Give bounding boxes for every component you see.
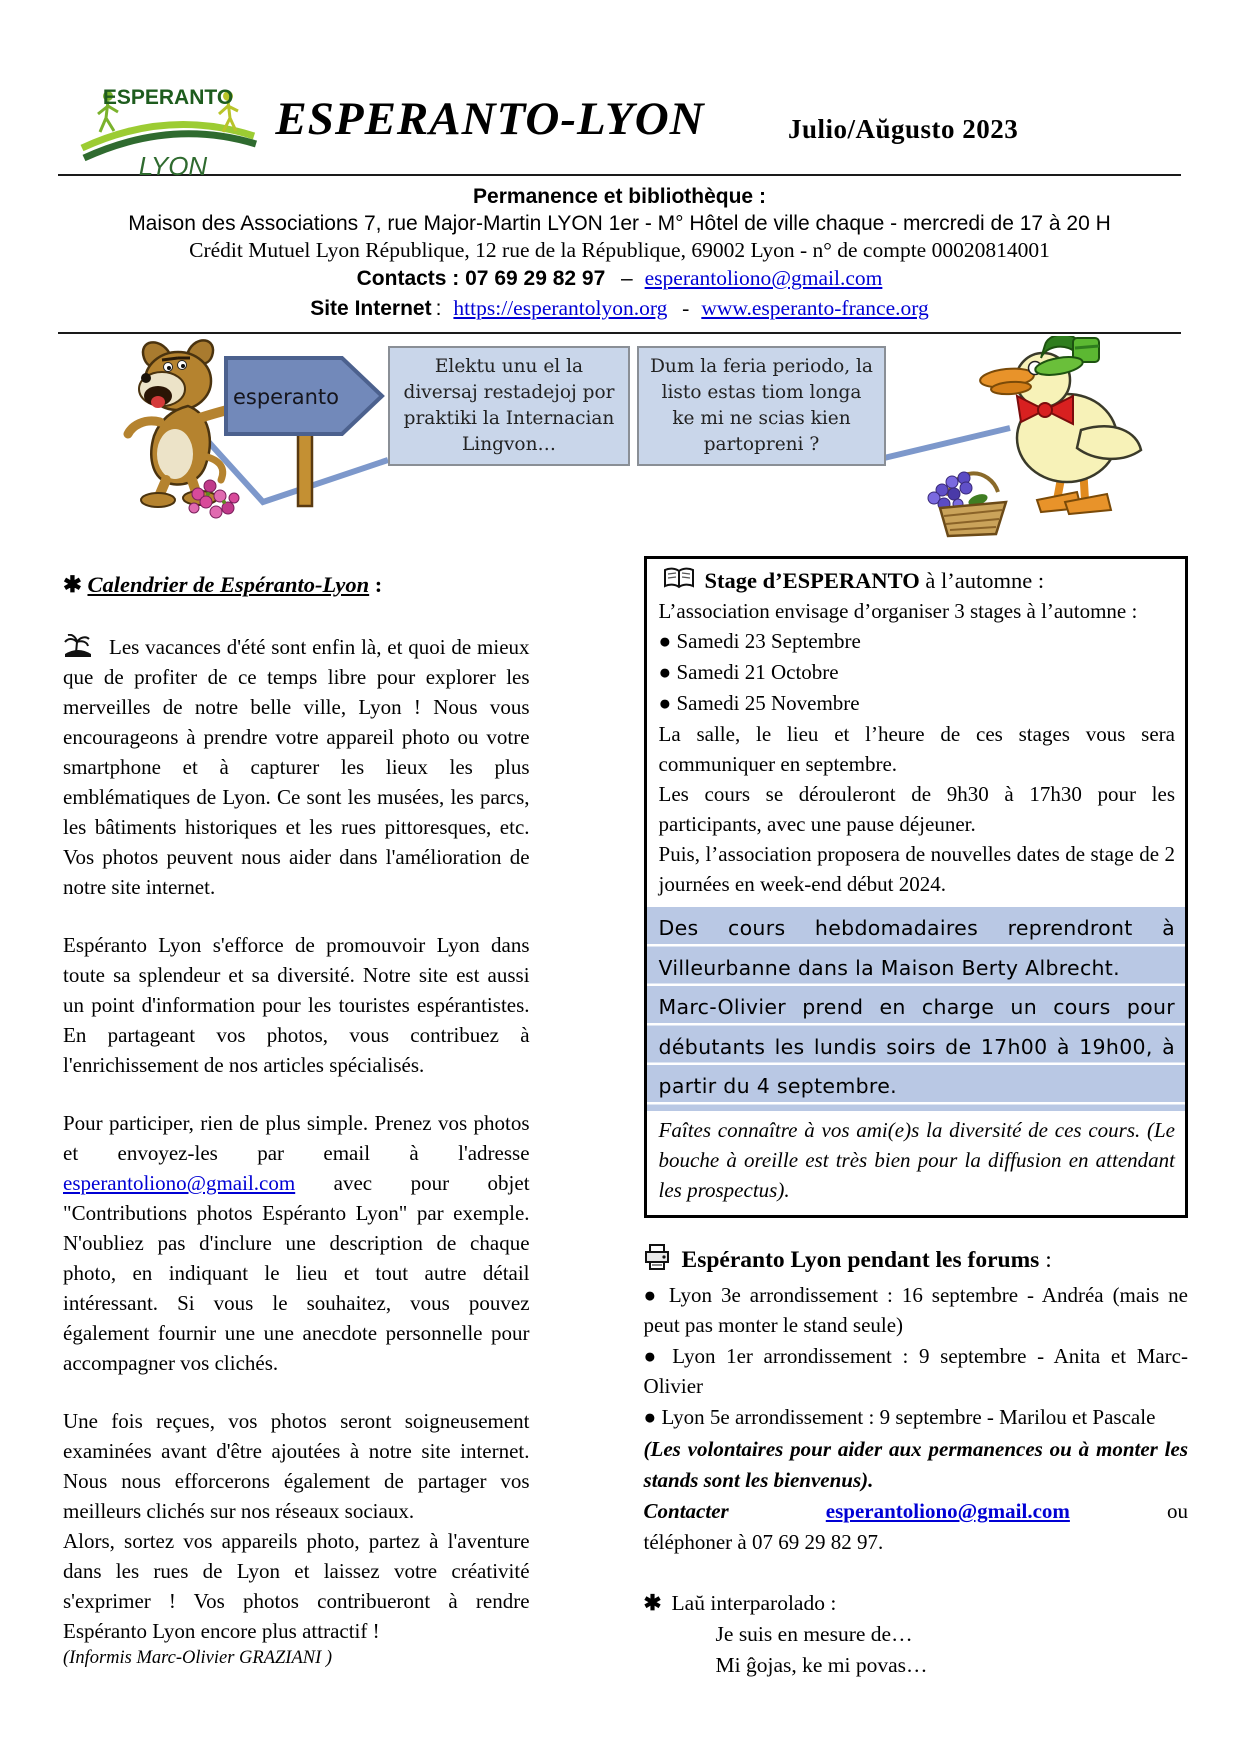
forum-item: ● Lyon 1er arrondissement : 9 septembre - Anita et Marc-Olivier — [643, 1343, 1188, 1398]
calendar-heading: ✱ Calendrier de Espéranto-Lyon : — [63, 572, 383, 597]
asterisk-icon: ✱ — [643, 1591, 662, 1615]
stage-date-item: ● Samedi 21 Octobre — [658, 660, 839, 684]
svg-text:ESPERANTO: ESPERANTO — [102, 86, 234, 109]
forums-section — [644, 1244, 1188, 1682]
contact-or: ou — [1167, 1499, 1188, 1523]
cartoon-band — [0, 334, 1239, 546]
issue-date: Julio/Aŭgusto 2023 — [788, 114, 1019, 144]
stage-date-item: ● Samedi 25 Novembre — [658, 691, 860, 715]
spacer — [633, 272, 641, 289]
left-column — [63, 556, 530, 1681]
page-title: ESPERANTO-LYON — [275, 93, 705, 145]
site-separator — [671, 296, 682, 320]
printer-icon — [644, 1244, 670, 1270]
open-book-icon — [663, 567, 695, 591]
paragraph-alors: Alors, sortez vos appareils photo, partez à l'aventure dans les rues de Lyon et laissez votre créativité s'exprimer ! Vos photos contribueront à rendre Espéranto Lyon encore plus attractif ! — [63, 1529, 530, 1643]
stage-note: Faîtes connaître à vos ami(e)s la diversité de ces cours. (Le bouche à oreille est très bien pour la diffusion en attendant les prospectus). — [658, 1117, 1175, 1202]
island-palm-icon — [63, 634, 93, 658]
info-address-line: Maison des Associations 7, rue Major-Martin LYON 1er - M° Hôtel de ville chaque - mercredi de 17 à 20 H — [128, 212, 1111, 235]
interparolado-section — [644, 1588, 1188, 1681]
paragraph-vacances: Les vacances d'été sont enfin là, et quoi de mieux que de profiter de ce temps libre pour explorer les merveilles de notre belle ville, Lyon ! Nous vous encourageons à prendre votre appareil photo ou votre smartphone et à capturer les lieux les plus emblématiques de Lyon. Ce sont les musées, les parcs, les bâtiments historiques et les rues pittoresques, etc. Vos photos peuvent nous aider dans l'amélioration de notre site internet. — [63, 635, 530, 899]
paragraph-recues: Une fois reçues, vos photos seront soigneusement examinées avant d'être ajoutées à notre site internet. Nous nous efforcerons également de partager vos meilleurs clichés sur nos réseaux sociaux. — [63, 1409, 530, 1523]
svg-text:LYON: LYON — [138, 151, 208, 181]
site-link-esperantolyon[interactable]: https://esperantolyon.org — [453, 296, 668, 320]
spacer — [441, 302, 449, 319]
site-link-esperanto-france[interactable]: www.esperanto-france.org — [701, 296, 929, 320]
header — [0, 0, 1239, 181]
contact-phone-line: téléphoner à 07 69 29 82 97. — [643, 1530, 884, 1554]
contact-label: Contacter — [643, 1499, 729, 1523]
info-block — [0, 176, 1239, 324]
contact-row — [644, 1496, 1188, 1527]
contacts-line — [0, 265, 1239, 294]
stage-paragraph-cours: Les cours se dérouleront de 9h30 à 17h30 pour les participants, avec une pause déjeuner. — [658, 782, 1175, 836]
right-column — [644, 556, 1188, 1681]
interparolado-heading: ✱ Laŭ interparolado : — [643, 1591, 837, 1615]
stage-date-item: ● Samedi 23 Septembre — [658, 629, 861, 653]
site-colon: : — [435, 297, 442, 320]
volunteers-note: (Les volontaires pour aider aux permanences ou à monter les stands sont les bienvenus). — [643, 1437, 1188, 1492]
site-line — [0, 295, 1239, 324]
contacts-label: Contacts : 07 69 29 82 97 — [356, 267, 606, 290]
forum-item: ● Lyon 3e arrondissement : 16 septembre - Andréa (mais ne peut pas monter le stand seule) — [643, 1282, 1188, 1337]
stage-paragraph-puis: Puis, l’association proposera de nouvelles dates de stage de 2 journées en week-end début 2024. — [658, 842, 1175, 896]
asterisk-icon: ✱ — [63, 572, 88, 597]
svg-text:esperanto: esperanto — [232, 385, 340, 409]
forum-item: ● Lyon 5e arrondissement : 9 septembre - Marilou et Pascale — [643, 1404, 1156, 1429]
stage-intro: L’association envisage d’organiser 3 stages à l’automne : — [658, 599, 1138, 623]
main-columns — [0, 546, 1239, 1681]
site-label: Site Internet — [310, 297, 432, 320]
cartoon-duck-image — [945, 336, 1180, 526]
forums-heading: Espéranto Lyon pendant les forums : — [644, 1244, 1188, 1274]
stage-box — [644, 556, 1188, 1218]
spacer — [689, 302, 697, 319]
interparolado-line: Mi ĝojas, ke mi povas… — [715, 1653, 928, 1677]
highlight-marc-olivier: Marc-Olivier prend en charge un cours pour débutants les lundis soirs de 17h00 à 19h00, à partir du 4 septembre. — [658, 995, 1175, 1098]
stage-heading: Stage d’ESPERANTO à l’automne : — [659, 567, 1175, 594]
highlight-villeurbanne: Des cours hebdomadaires reprendront à Villeurbanne dans la Maison Berty Albrecht. — [658, 916, 1175, 980]
info-bank-line: Crédit Mutuel Lyon République, 12 rue de la République, 69002 Lyon - n° de compte 00020814001 — [189, 238, 1050, 262]
dash: – — [620, 267, 633, 290]
contact-email-link[interactable]: esperantoliono@gmail.com — [825, 1499, 1070, 1523]
paragraph-participer: Pour participer, rien de plus simple. Prenez vos photos et envoyez-les par email à l'adresse esperantoliono@gmail.com avec pour objet "Contributions photos Espéranto Lyon" par exemple. N'oubliez pas d'inclure une description de chaque photo, en indiquant le lieu et tout autre détail intéressant. Si vous le souhaitez, vous pouvez également fournir une une anecdote personnelle pour accompagner vos clichés. — [63, 1111, 530, 1375]
stage-paragraph-salle: La salle, le lieu et l’heure de ces stages vous sera communiquer en septembre. — [658, 722, 1175, 776]
speech-bubble-duck: Dum la feria periodo, la listo estas tiom longa ke mi ne scias kien partopreni ? — [637, 346, 886, 466]
contacts-separator — [609, 267, 621, 290]
info-heading: Permanence et bibliothèque : — [473, 185, 766, 208]
email-link-inline[interactable]: esperantoliono@gmail.com — [63, 1171, 296, 1195]
highlighted-courses-block — [647, 907, 1185, 1111]
paragraph-promouvoir: Espéranto Lyon s'efforce de promouvoir Lyon dans toute sa splendeur et sa diversité. Notre site est aussi un point d'information pour les touristes espérantistes. En partageant vos photos, vous contribuez à l'enrichissement de nos articles spécialisés. — [63, 933, 530, 1077]
credit-line: (Informis Marc-Olivier GRAZIANI ) — [63, 1648, 333, 1668]
speech-bubble-dog: Elektu unu el la diversaj restadejoj por praktiki la Internacian Lingvon… — [388, 346, 630, 466]
contacts-email-link[interactable]: esperantoliono@gmail.com — [644, 266, 883, 290]
interparolado-line: Je suis en mesure de… — [715, 1622, 913, 1646]
esperanto-sign — [220, 352, 390, 512]
dash: - — [682, 296, 690, 320]
